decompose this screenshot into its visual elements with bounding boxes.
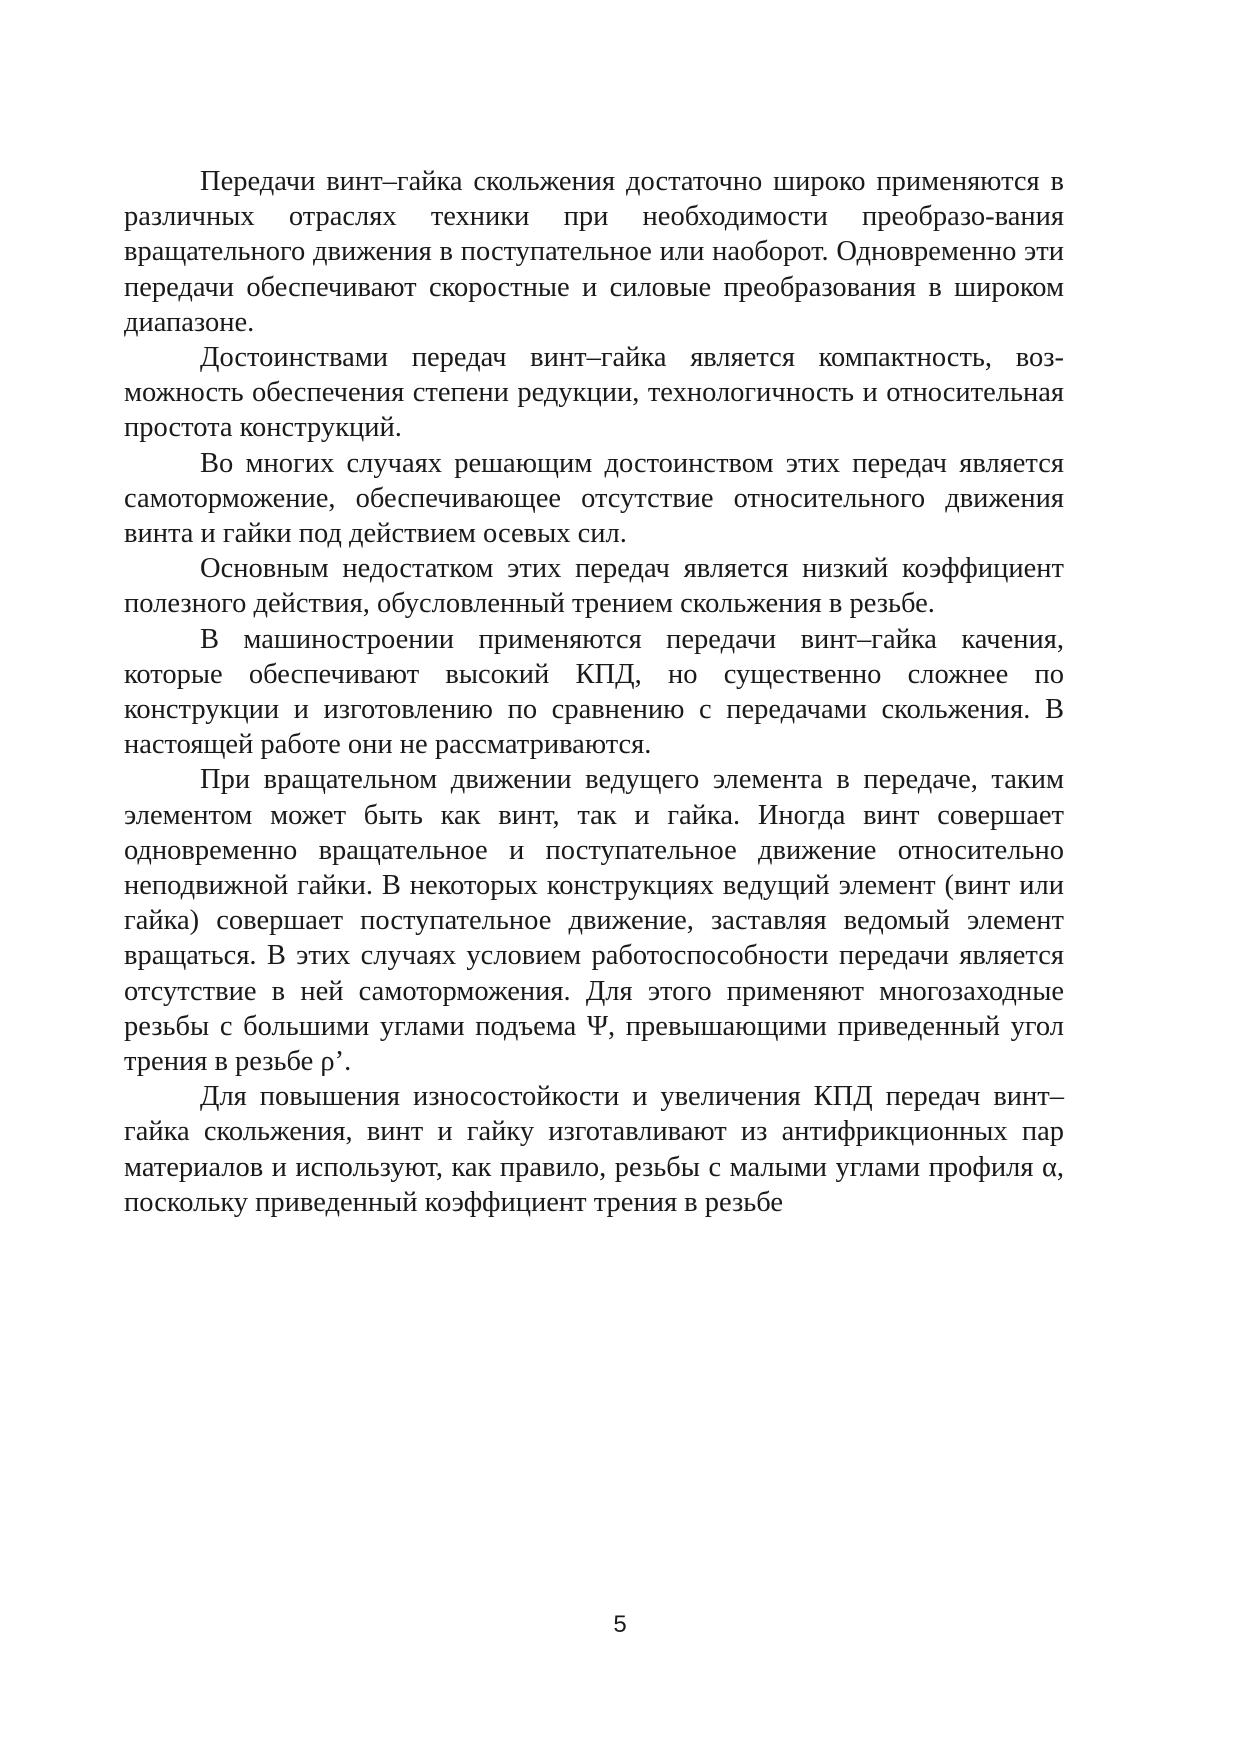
paragraph-5: В машиностроении применяются передачи винт–гайка качения, которые обеспечивают высокий КПД, но существенно сложнее по конструкции и изготовлению по сравнению с передачами скольжения. В настоящей работе они не рассматриваются. [124,623,1064,761]
paragraph-1: Передачи винт–гайка скольжения достаточно широко применяются в различных отраслях техники при необходимости преобразо-вания вращательного движения в поступательное или наоборот. Одновременно эти передачи обеспечивают скоростные и силовые преобразования в широком диапазоне. [124,166,1064,338]
paragraph-3: Во многих случаях решающим достоинством этих передач является самоторможение, обеспечивающее отсутствие относительного движения винта и гайки под действием осевых сил. [124,447,1064,550]
page-number: 5 [613,1611,627,1638]
paragraph-7: Для повышения износостойкости и увеличения КПД передач винт–гайка скольжения, винт и гайку изготавливают из антифрикционных пар материалов и используют, как правило, резьбы с малыми углами профиля α, поскольку приведенный коэффициент трения в резьбе [124,1081,1064,1218]
body-text [124,164,1064,1220]
paragraph-4: Основным недостатком этих передач является низкий коэффициент полезного действия, обусловленный трением скольжения в резьбе. [124,553,1064,620]
paragraph-6: При вращательном движении ведущего элемента в передаче, таким элементом может быть как винт, так и гайка. Иногда винт совершает одновременно вращательное и поступательное движение относительно неподвижной гайки. В некоторых конструкциях ведущий элемент (винт или гайка) совершает поступательное движение, заставляя ведомый элемент вращаться. В этих случаях условием работоспособности передачи является отсутствие в ней самоторможения. Для этого применяют многозаходные резьбы с большими углами подъема Ψ, превышающими приведенный угол трения в резьбе ρ’. [124,764,1064,1078]
paragraph-2: Достоинствами передач винт–гайка является компактность, воз-можность обеспечения степени редукции, технологичность и относительная простота конструкций. [124,342,1064,444]
